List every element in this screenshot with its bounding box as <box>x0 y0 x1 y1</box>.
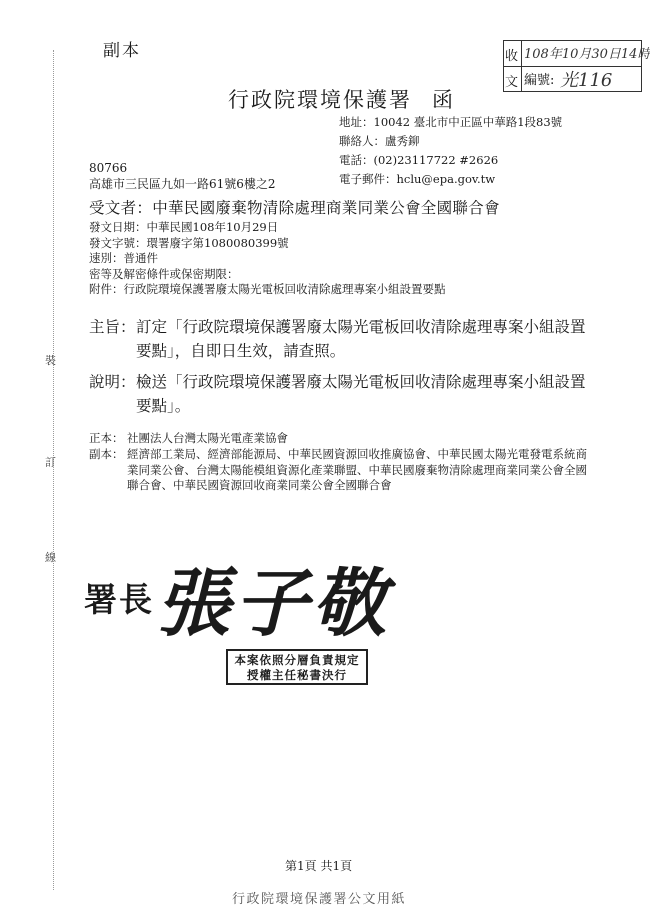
contact-person: 聯絡人：盧秀鉚 <box>339 134 420 148</box>
contact-email: 電子郵件：hclu@epa.gov.tw <box>339 172 496 186</box>
document-kind: 函 <box>432 88 455 112</box>
subject-label: 主旨： <box>89 318 136 336</box>
authorization-line-2: 授權主任秘書決行 <box>247 668 347 682</box>
signatory-title: 署長 <box>84 580 154 619</box>
authorization-line-1: 本案依照分層負責規定 <box>234 653 360 667</box>
document-title <box>228 84 455 114</box>
binding-mark-staple: 訂 <box>45 456 56 469</box>
explanation-section <box>89 370 599 418</box>
secrecy-level: 密等及解密條件或保密期限： <box>89 266 239 281</box>
copy-recipients <box>89 447 589 494</box>
original-label: 正本： <box>89 431 124 445</box>
footer-paper-label: 行政院環境保護署公文用紙 <box>232 892 407 907</box>
stamp-label-received: 收 <box>505 49 519 64</box>
copy-label: 副本 <box>103 41 141 61</box>
subject-text: 訂定「行政院環境保護署廢太陽光電板回收清除處理專案小組設置要點」，自即日生效，請查照。 <box>136 318 586 360</box>
explanation-label: 說明： <box>89 373 136 391</box>
page-number: 第1頁 共1頁 <box>285 859 353 873</box>
copy-recipients-text: 經濟部工業局、經濟部能源局、中華民國資源回收推廣協會、中華民國太陽光電發電系統商業同業公會、台灣太陽能模組資源化產業聯盟、中華民國廢棄物清除處理商業同業公會全國聯合會、中華民國資源回收商業同業公會全國聯合會 <box>127 447 587 492</box>
receipt-stamp <box>503 40 650 92</box>
recipient-zip: 80766 <box>89 161 128 175</box>
binding-mark-line: 線 <box>45 551 56 564</box>
stamp-received-date: 108年10月30日14時 <box>524 47 650 62</box>
original-recipients <box>89 431 589 447</box>
delivery-speed: 速別：普通件 <box>89 251 158 265</box>
original-text: 社團法人台灣太陽光電產業協會 <box>127 431 288 445</box>
binding-line <box>53 50 54 890</box>
signature: 張子敬 <box>156 561 390 647</box>
recipient-address: 高雄市三民區九如一路61號6樓之2 <box>89 177 276 191</box>
stamp-label-document: 文 <box>505 75 519 90</box>
contact-address: 地址：10042 臺北市中正區中華路1段83號 <box>339 115 563 129</box>
binding-mark-bind: 裝 <box>45 354 56 367</box>
authorization-stamp <box>226 649 368 685</box>
stamp-serial-value: 光116 <box>560 70 613 91</box>
attachment: 附件：行政院環境保護署廢太陽光電板回收清除處理專案小組設置要點 <box>89 282 446 296</box>
document-number: 發文字號：環署廢字第1080080399號 <box>89 235 289 250</box>
issue-date: 發文日期：中華民國108年10月29日 <box>89 220 279 234</box>
recipient: 受文者：中華民國廢棄物清除處理商業同業公會全國聯合會 <box>89 199 500 217</box>
explanation-text: 檢送「行政院環境保護署廢太陽光電板回收清除處理專案小組設置要點」。 <box>136 373 586 415</box>
contact-phone: 電話：(02)23117722 #2626 <box>339 153 499 167</box>
agency-name: 行政院環境保護署 <box>228 88 412 112</box>
subject-section <box>89 315 599 363</box>
copy-recipients-label: 副本： <box>89 447 124 461</box>
document-meta <box>89 220 446 298</box>
stamp-serial-label: 編號: <box>524 73 555 88</box>
contact-block <box>339 113 562 189</box>
